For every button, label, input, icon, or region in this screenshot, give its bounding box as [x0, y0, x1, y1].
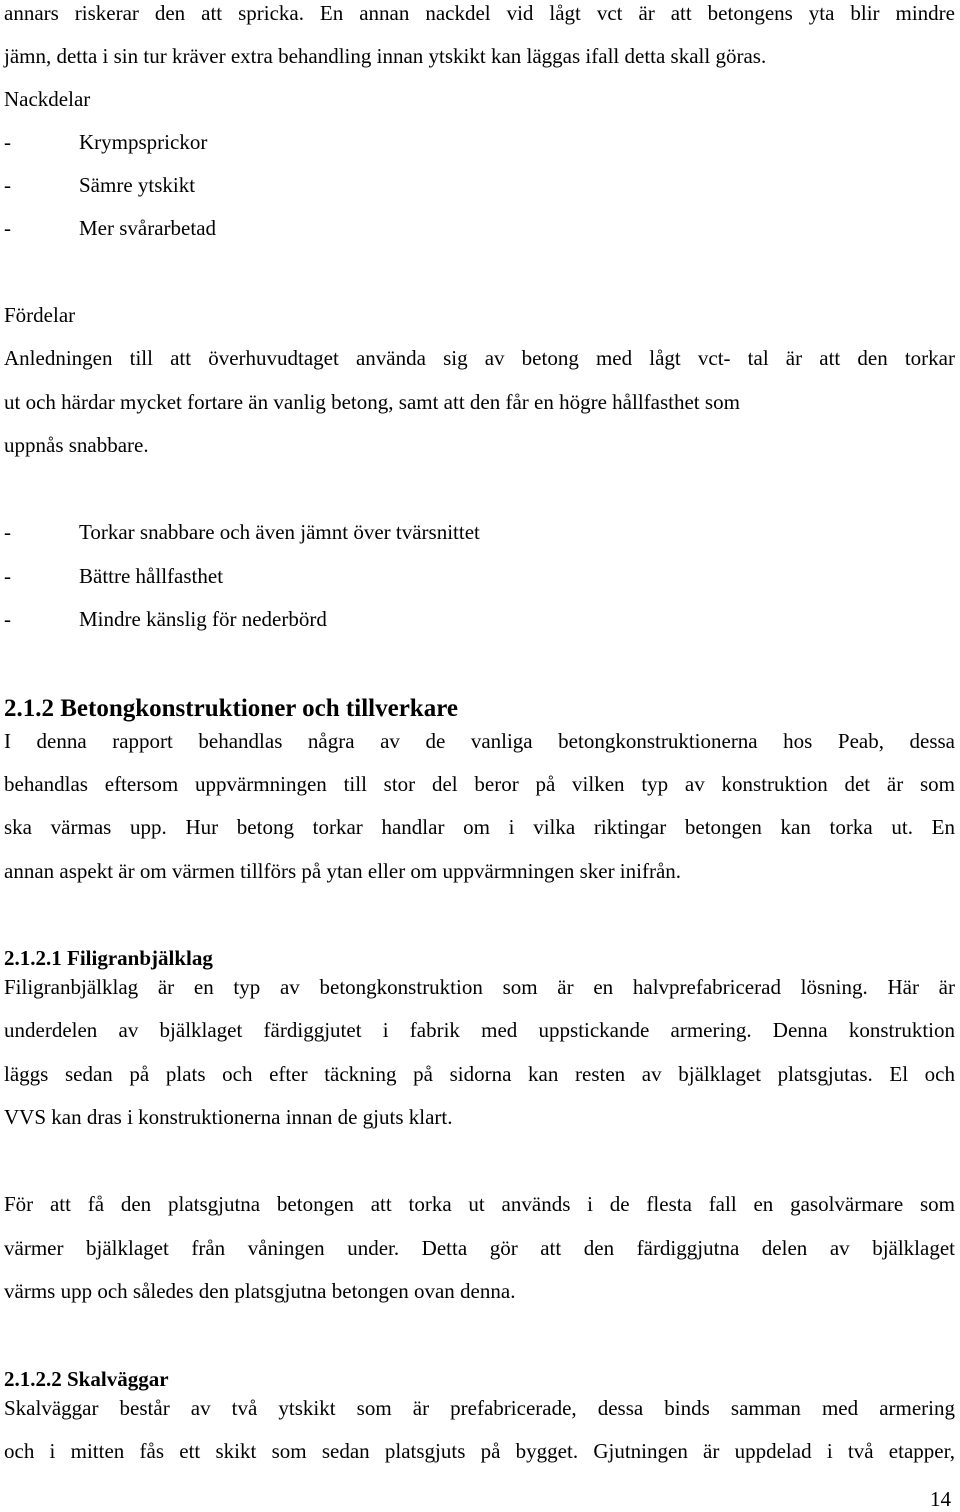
list-item-text: Torkar snabbare och även jämnt över tvärsnittet — [79, 520, 480, 544]
list-dash: - — [4, 607, 11, 631]
sec2121-line-3: läggs sedan på plats och efter täckning på sidorna kan resten av bjälklaget platsgjutas. El och — [4, 1062, 955, 1086]
fordelar-heading: Fördelar — [4, 303, 76, 327]
sec212-line-1: I denna rapport behandlas några av de vanliga betongkonstruktionerna hos Peab, dessa — [4, 729, 955, 753]
list-dash: - — [4, 130, 11, 154]
fordelar-line-3: uppnås snabbare. — [4, 433, 149, 457]
list-dash: - — [4, 520, 11, 544]
list-item — [4, 606, 327, 632]
intro-line-2: jämn, detta i sin tur kräver extra behandling innan ytskikt kan läggas ifall detta skall göras. — [4, 44, 767, 68]
nackdelar-heading: Nackdelar — [4, 87, 91, 111]
section-heading-2-1-2-1: 2.1.2.1 Filigranbjälklag — [4, 946, 213, 970]
list-item-text: Mindre känslig för nederbörd — [79, 607, 327, 631]
sec2122-line-1: Skalväggar består av två ytskikt som är prefabricerade, dessa binds samman med armering — [4, 1396, 955, 1420]
section-heading-2-1-2: 2.1.2 Betongkonstruktioner och tillverkare — [4, 695, 458, 722]
sec2122-line-2: och i mitten fås ett skikt som sedan platsgjuts på bygget. Gjutningen är uppdelad i två etapper, — [4, 1439, 955, 1463]
list-item — [4, 129, 207, 155]
page-number: 14 — [930, 1487, 951, 1511]
list-item-text: Sämre ytskikt — [79, 173, 196, 197]
sec2121-line-2: underdelen av bjälklaget färdiggjutet i fabrik med uppstickande armering. Denna konstruktion — [4, 1018, 955, 1042]
sec2121-line-4: VVS kan dras i konstruktionerna innan de gjuts klart. — [4, 1105, 453, 1129]
sec212-line-4: annan aspekt är om värmen tillförs på ytan eller om uppvärmningen sker inifrån. — [4, 859, 682, 883]
list-item-text: Bättre hållfasthet — [79, 564, 224, 588]
list-dash: - — [4, 564, 11, 588]
sec2121-p2-line-3: värms upp och således den platsgjutna betongen ovan denna. — [4, 1279, 516, 1303]
list-item-text: Mer svårarbetad — [79, 216, 217, 240]
section-heading-2-1-2-2: 2.1.2.2 Skalväggar — [4, 1367, 169, 1391]
fordelar-line-1: Anledningen till att överhuvudtaget använda sig av betong med lågt vct- tal är att den torkar — [4, 346, 955, 370]
fordelar-line-2: ut och härdar mycket fortare än vanlig betong, samt att den får en högre hållfasthet som — [4, 390, 740, 414]
sec2121-p2-line-2: värmer bjälklaget från våningen under. Detta gör att den färdiggjutna delen av bjälklaget — [4, 1236, 955, 1260]
list-item — [4, 172, 195, 198]
sec212-line-3: ska värmas upp. Hur betong torkar handlar om i vilka riktingar betongen kan torka ut. En — [4, 815, 955, 839]
list-item — [4, 563, 223, 589]
sec2121-line-1: Filigranbjälklag är en typ av betongkonstruktion som är en halvprefabricerad lösning. Här är — [4, 975, 955, 999]
sec212-line-2: behandlas eftersom uppvärmningen till stor del beror på vilken typ av konstruktion det är som — [4, 772, 955, 796]
sec2121-p2-line-1: För att få den platsgjutna betongen att torka ut används i de flesta fall en gasolvärmare som — [4, 1192, 955, 1216]
list-item-text: Krympsprickor — [79, 130, 208, 154]
list-dash: - — [4, 173, 11, 197]
list-item — [4, 215, 216, 241]
list-item — [4, 519, 480, 545]
intro-line-1: annars riskerar den att spricka. En annan nackdel vid lågt vct är att betongens yta blir mindre — [4, 1, 955, 25]
list-dash: - — [4, 216, 11, 240]
